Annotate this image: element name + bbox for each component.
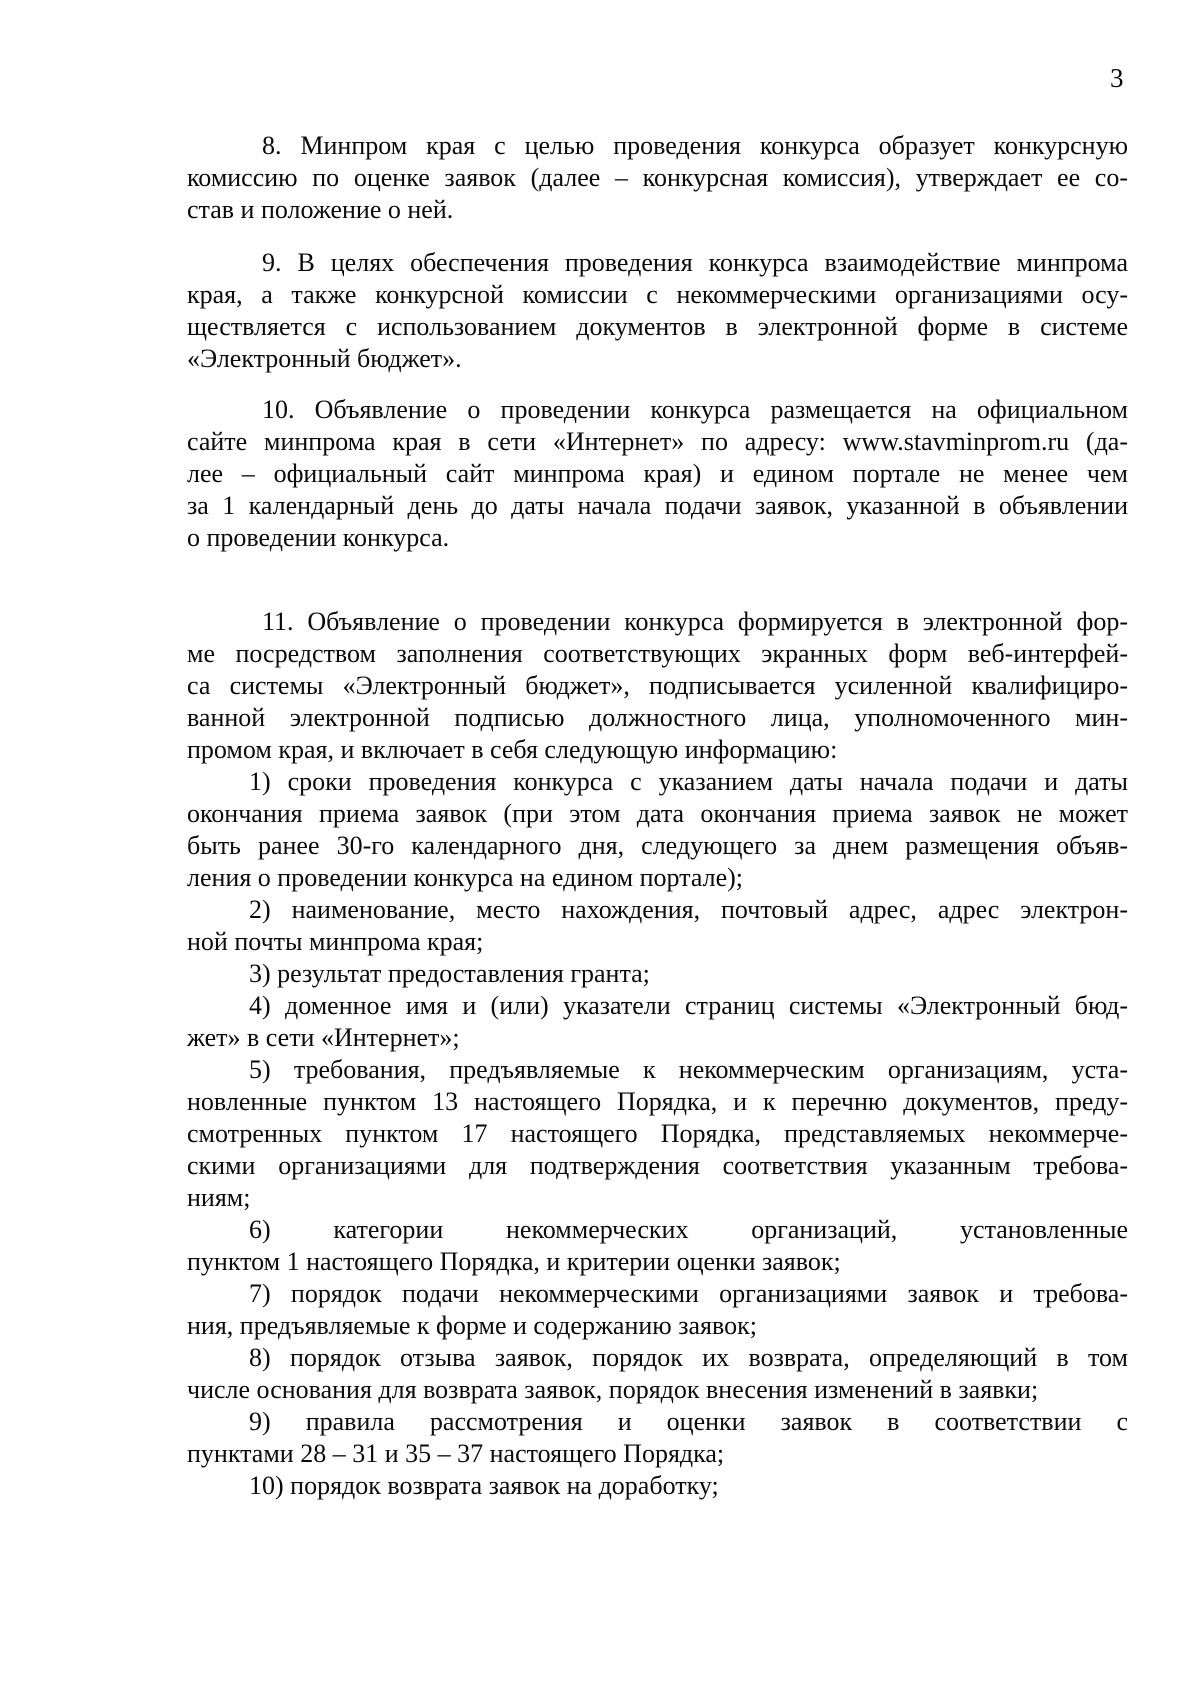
list-item-line: смотренных пунктом 17 настоящего Порядка, представляемых некоммерче- (187, 1119, 1128, 1148)
paragraph-10 (187, 394, 1128, 554)
list-item-line: ниям; (187, 1183, 251, 1212)
list-item-line: 7) порядок подачи некоммерческими организациями заявок и требова- (249, 1279, 1128, 1308)
text-line: лее – официальный сайт минпрома края) и едином портале не менее чем (187, 459, 1128, 488)
text-line: 10. Объявление о проведении конкурса размещается на официальном (262, 395, 1128, 424)
text-line: 11. Объявление о проведении конкурса формируется в электронной фор- (262, 607, 1128, 636)
text-line: ществляется с использованием документов в электронной форме в системе (187, 312, 1128, 341)
text-line: 8. Минпром края с целью проведения конкурса образует конкурсную (262, 131, 1128, 160)
list-item-line: 2) наименование, место нахождения, почтовый адрес, адрес электрон- (249, 895, 1128, 924)
text-line: «Электронный бюджет». (187, 344, 462, 373)
paragraph-8 (187, 130, 1128, 226)
paragraph-9 (187, 247, 1128, 375)
list-item-line: ния, предъявляемые к форме и содержанию заявок; (187, 1311, 757, 1340)
text-line: комиссию по оценке заявок (далее – конкурсная комиссия), утверждает ее со- (187, 163, 1128, 192)
list-item-line: ления о проведении конкурса на едином портале); (187, 863, 744, 892)
text-line: 9. В целях обеспечения проведения конкурса взаимодействие минпрома (262, 248, 1128, 277)
text-line: промом края, и включает в себя следующую информацию: (187, 735, 838, 764)
list-item-line: скими организациями для подтверждения соответствия указанным требова- (187, 1151, 1128, 1180)
list-item-line: 4) доменное имя и (или) указатели страниц системы «Электронный бюд- (249, 991, 1128, 1020)
text-line: за 1 календарный день до даты начала подачи заявок, указанной в объявлении (187, 491, 1128, 520)
text-line: став и положение о ней. (187, 195, 454, 224)
list-item-line: пунктами 28 – 31 и 35 – 37 настоящего Порядка; (187, 1439, 725, 1468)
paragraph-11 (187, 606, 1128, 1502)
list-item-line: 1) сроки проведения конкурса с указанием даты начала подачи и даты (249, 767, 1128, 796)
page-number: 3 (1110, 63, 1124, 93)
list-item-line: быть ранее 30-го календарного дня, следующего за днем размещения объяв- (187, 831, 1128, 860)
list-item-line: окончания приема заявок (при этом дата окончания приема заявок не может (187, 799, 1128, 828)
list-item-line: 10) порядок возврата заявок на доработку; (249, 1471, 719, 1500)
text-line: сайте минпрома края в сети «Интернет» по адресу: www.stavminprom.ru (да- (187, 427, 1128, 456)
list-item-line: числе основания для возврата заявок, порядок внесения изменений в заявки; (187, 1375, 1039, 1404)
list-item-line: новленные пунктом 13 настоящего Порядка, и к перечню документов, преду- (187, 1087, 1128, 1116)
list-item-line: 6) категории некоммерческих организаций, установленные (249, 1215, 1128, 1244)
list-item-line: 5) требования, предъявляемые к некоммерческим организациям, уста- (249, 1055, 1128, 1084)
list-item-line: ной почты минпрома края; (187, 927, 484, 956)
text-line: ванной электронной подписью должностного лица, уполномоченного мин- (187, 703, 1128, 732)
list-item-line: 3) результат предоставления гранта; (249, 959, 650, 988)
text-line: о проведении конкурса. (187, 523, 450, 552)
text-line: са системы «Электронный бюджет», подписывается усиленной квалифициро- (187, 671, 1128, 700)
text-line: ме посредством заполнения соответствующих экранных форм веб-интерфей- (187, 639, 1128, 668)
text-line: края, а также конкурсной комиссии с некоммерческими организациями осу- (187, 280, 1128, 309)
list-item-line: жет» в сети «Интернет»; (187, 1023, 460, 1052)
list-item-line: 9) правила рассмотрения и оценки заявок в соответствии с (249, 1407, 1128, 1436)
list-item-line: 8) порядок отзыва заявок, порядок их возврата, определяющий в том (249, 1343, 1128, 1372)
list-item-line: пунктом 1 настоящего Порядка, и критерии оценки заявок; (187, 1247, 841, 1276)
